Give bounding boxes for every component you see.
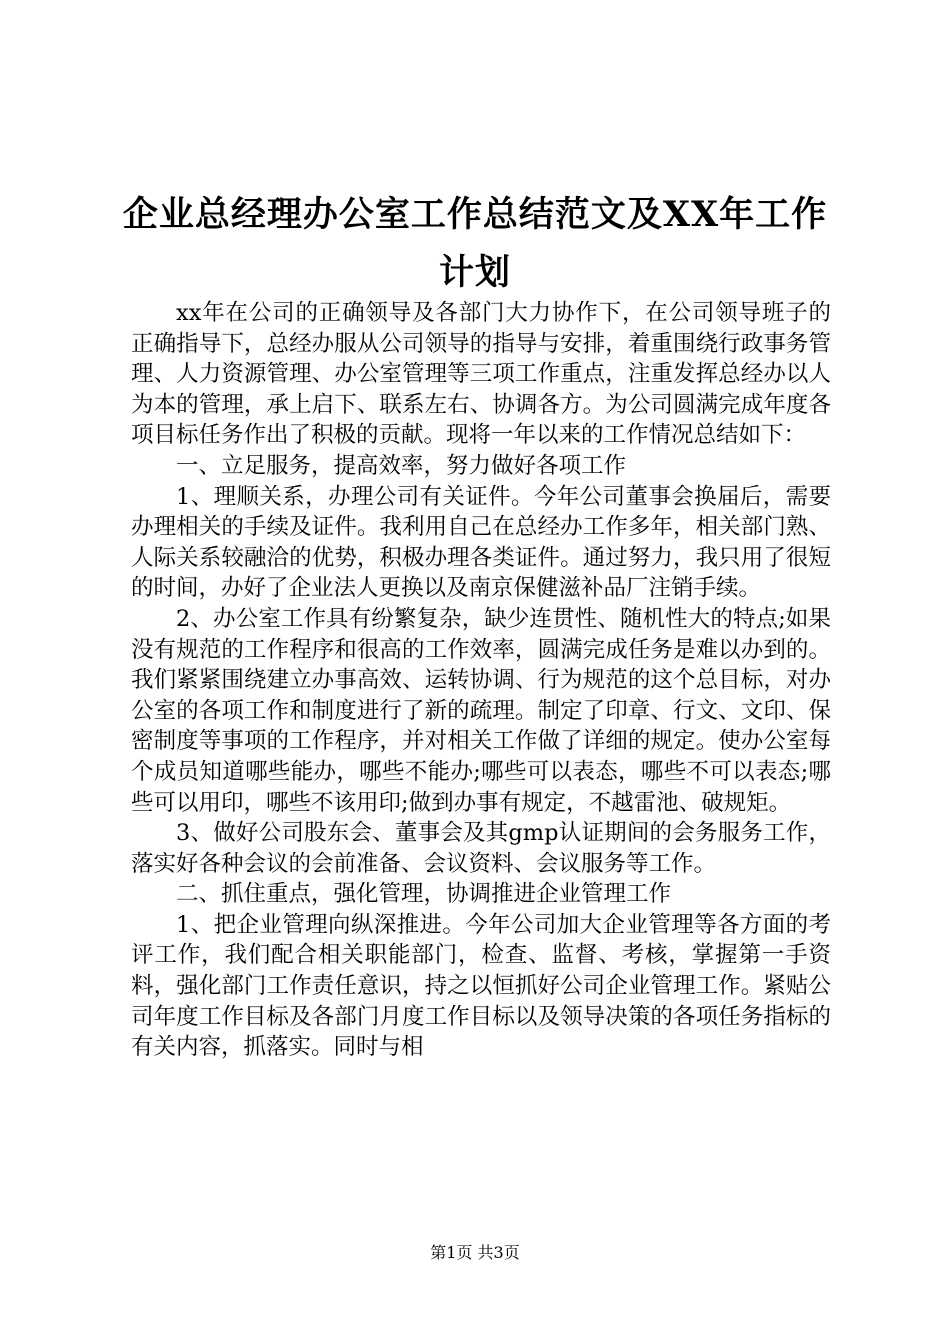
page-footer — [0, 1243, 950, 1263]
page-number: 第1页 共3页 — [430, 1243, 520, 1262]
paragraph-intro: xx年在公司的正确领导及各部门大力协作下，在公司领导班子的正确指导下，总经办服从公司领导的指导与安排，着重围绕行政事务管理、人力资源管理、办公室管理等三项工作重点，注重发挥总经办以人为本的管理，承上启下、联系左右、协调各方。为公司圆满完成年度各项目标任务作出了积极的贡献。现将一年以来的工作情况总结如下： — [131, 300, 831, 449]
paragraph-1-1: 1、理顺关系，办理公司有关证件。今年公司董事会换届后，需要办理相关的手续及证件。我利用自己在总经办工作多年，相关部门熟、人际关系较融洽的优势，积极办理各类证件。通过努力，我只用了很短的时间，办好了企业法人更换以及南京保健滋补品厂注销手续。 — [131, 483, 831, 602]
document-body — [131, 298, 831, 1063]
document-title-line-1: 企业总经理办公室工作总结范文及XX年工作 — [122, 194, 828, 235]
paragraph-1-3: 3、做好公司股东会、董事会及其gmp认证期间的会务服务工作，落实好各种会议的会前准备、会议资料、会议服务等工作。 — [131, 820, 831, 877]
paragraph-1-2: 2、办公室工作具有纷繁复杂，缺少连贯性、随机性大的特点;如果没有规范的工作程序和很高的工作效率，圆满完成任务是难以办到的。我们紧紧围绕建立办事高效、运转协调、行为规范的这个总目标，对办公室的各项工作和制度进行了新的疏理。制定了印章、行文、文印、保密制度等事项的工作程序，并对相关工作做了详细的规定。使办公室每个成员知道哪些能办，哪些不能办;哪些可以表态，哪些不可以表态;哪些可以用印，哪些不该用印;做到办事有规定，不越雷池、破规矩。 — [131, 605, 831, 816]
document-title — [100, 186, 850, 302]
paragraph-2-1: 1、把企业管理向纵深推进。今年公司加大企业管理等各方面的考评工作，我们配合相关职能部门，检查、监督、考核，掌握第一手资料，强化部门工作责任意识，持之以恒抓好公司企业管理工作。紧贴公司年度工作目标及各部门月度工作目标以及领导决策的各项任务指标的有关内容，抓落实。同时与相 — [131, 911, 831, 1061]
section-heading-1: 一、立足服务，提高效率，努力做好各项工作 — [176, 452, 627, 479]
section-heading-2: 二、抓住重点，强化管理，协调推进企业管理工作 — [176, 881, 672, 908]
document-title-line-2: 计划 — [438, 252, 511, 293]
